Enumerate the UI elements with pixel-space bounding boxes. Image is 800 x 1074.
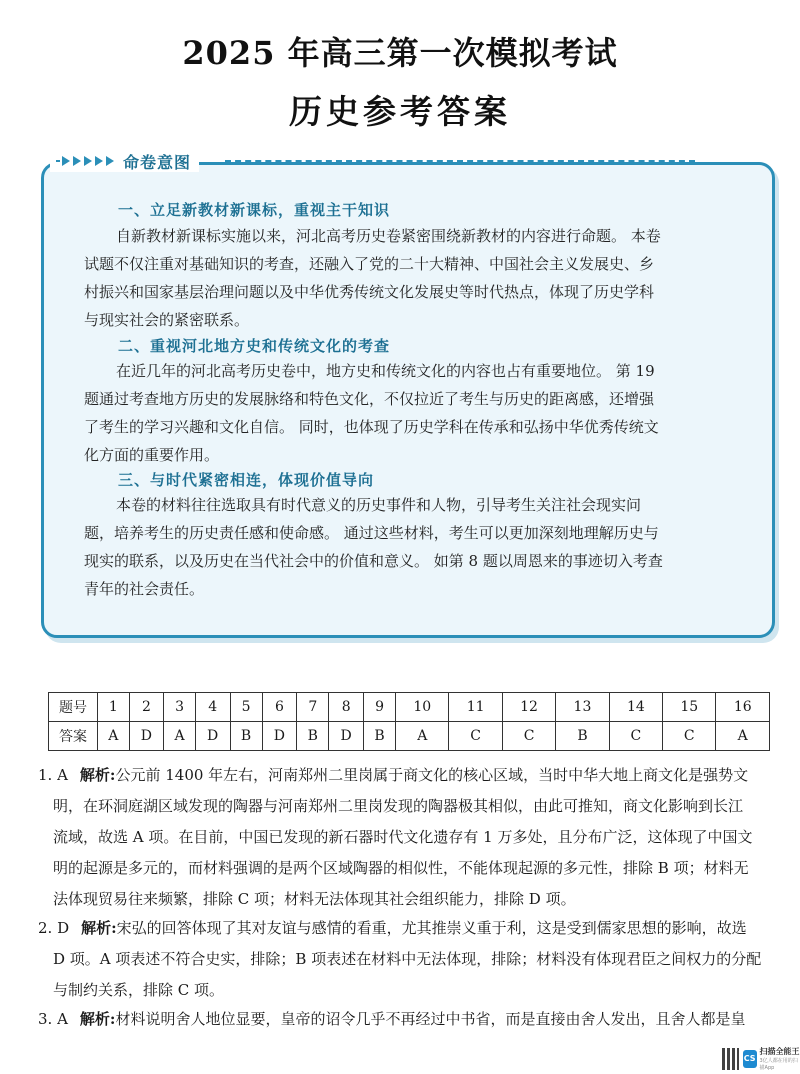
question-number: 6 xyxy=(262,693,297,722)
section-heading-1: 一、立足新教材新课标，重视主干知识 xyxy=(118,201,391,219)
answer-cell: B xyxy=(364,722,396,751)
section-body-1: 自新教材新课标实施以来，河北高考历史卷紧密围绕新教材的内容进行命题。 本卷 试题不仅注重对基础知识的考查，还融入了党的二十大精神、中国社会主义发展史、乡 村振兴和国家基层治理问题以及中华优秀传统文化发展史等时代热点，体现了历史学科 与现实社会的紧密联系。 xyxy=(84,227,661,329)
page-title: 2025 年高三第一次模拟考试 xyxy=(182,34,618,72)
explanation-2: 2. D 解析:宋弘的回答体现了其对友谊与感情的看重，尤其推崇义重于利，这是受到儒家思想的影响，故选 D 项。A 项表述不符合史实，排除；B 项表述在材料中无法体现，排除；材料没有体现君臣之间权力的分配 与制约关系，排除 C 项。 xyxy=(38,919,762,999)
section-heading-2: 二、重视河北地方史和传统文化的考查 xyxy=(118,337,391,355)
scanner-watermark xyxy=(722,1046,800,1071)
question-number: 5 xyxy=(230,693,262,722)
row-label: 答案 xyxy=(49,722,98,751)
question-number: 1 xyxy=(98,693,130,722)
answer-cell: B xyxy=(230,722,262,751)
answer-cell: D xyxy=(129,722,164,751)
row-label: 题号 xyxy=(49,693,98,722)
label-divider xyxy=(225,160,695,162)
question-number: 12 xyxy=(502,693,555,722)
qr-code-icon xyxy=(722,1048,739,1070)
question-number-row xyxy=(49,693,770,722)
answer-cell: A xyxy=(396,722,449,751)
question-number: 8 xyxy=(329,693,364,722)
answer-cell: D xyxy=(329,722,364,751)
answer-table xyxy=(48,692,770,751)
answer-cell: D xyxy=(262,722,297,751)
intent-label: 命卷意图 xyxy=(50,150,199,172)
section-body-2: 在近几年的河北高考历史卷中，地方史和传统文化的内容也占有重要地位。 第 19 题通过考查地方历史的发展脉络和特色文化，不仅拉近了考生与历史的距离感，还增强 了考生的学习兴趣和文化自信。 同时，也体现了历史学科在传承和弘扬中华优秀传统文 化方面的重要作用。 xyxy=(84,362,659,464)
question-number: 16 xyxy=(716,693,770,722)
question-number: 11 xyxy=(449,693,502,722)
question-number: 9 xyxy=(364,693,396,722)
question-number: 7 xyxy=(297,693,329,722)
answer-cell: A xyxy=(164,722,196,751)
answer-cell: A xyxy=(716,722,770,751)
watermark-name: 扫描全能王 xyxy=(759,1047,800,1056)
question-number: 10 xyxy=(396,693,449,722)
answer-cell: C xyxy=(663,722,716,751)
answer-cell: D xyxy=(195,722,230,751)
arrows-icon xyxy=(56,156,117,166)
answer-cell: B xyxy=(556,722,609,751)
question-number: 13 xyxy=(556,693,609,722)
page-subtitle: 历史参考答案 xyxy=(289,92,511,131)
watermark-tagline: 3亿人都在用的扫描App xyxy=(759,1058,798,1071)
explanation-1: 1. A 解析:公元前 1400 年左右，河南郑州二里岗属于商文化的核心区域，当时中华大地上商文化是强势文 明，在环洞庭湖区域发现的陶器与河南郑州二里岗发现的陶器极其相似，由此可推知，商文化影响到长江 流域，故选 A 项。在目前，中国已发现的新石器时代文化遗存有 1 万多处，且分布广泛，这体现了中国文 明的起源是多元的，而材料强调的是两个区域陶器的相似性，不能体现起源的多元性，排除 B 项；材料无 法体现贸易往来频繁，排除 C 项；材料无法体现其社会组织能力，排除 D 项。 xyxy=(38,766,753,908)
explanation-3: 3. A 解析:材料说明舍人地位显要，皇帝的诏令几乎不再经过中书省，而是直接由舍人发出，且舍人都是皇 xyxy=(38,1010,746,1028)
question-number: 2 xyxy=(129,693,164,722)
answer-cell: C xyxy=(609,722,662,751)
answer-cell: B xyxy=(297,722,329,751)
answer-cell: C xyxy=(502,722,555,751)
question-number: 4 xyxy=(195,693,230,722)
section-heading-3: 三、与时代紧密相连，体现价值导向 xyxy=(118,471,375,489)
answer-cell: C xyxy=(449,722,502,751)
section-body-3: 本卷的材料往往选取具有时代意义的历史事件和人物，引导考生关注社会现实问 题，培养考生的历史责任感和使命感。 通过这些材料，考生可以更加深刻地理解历史与 现实的联系，以及历史在当代社会中的价值和意义。 如第 8 题以周恩来的事迹切入考查 青年的社会责任。 xyxy=(84,496,663,598)
question-number: 14 xyxy=(609,693,662,722)
question-number: 3 xyxy=(164,693,196,722)
answer-cell: A xyxy=(98,722,130,751)
question-number: 15 xyxy=(663,693,716,722)
camscanner-logo: CS xyxy=(743,1050,757,1068)
answer-row xyxy=(49,722,770,751)
